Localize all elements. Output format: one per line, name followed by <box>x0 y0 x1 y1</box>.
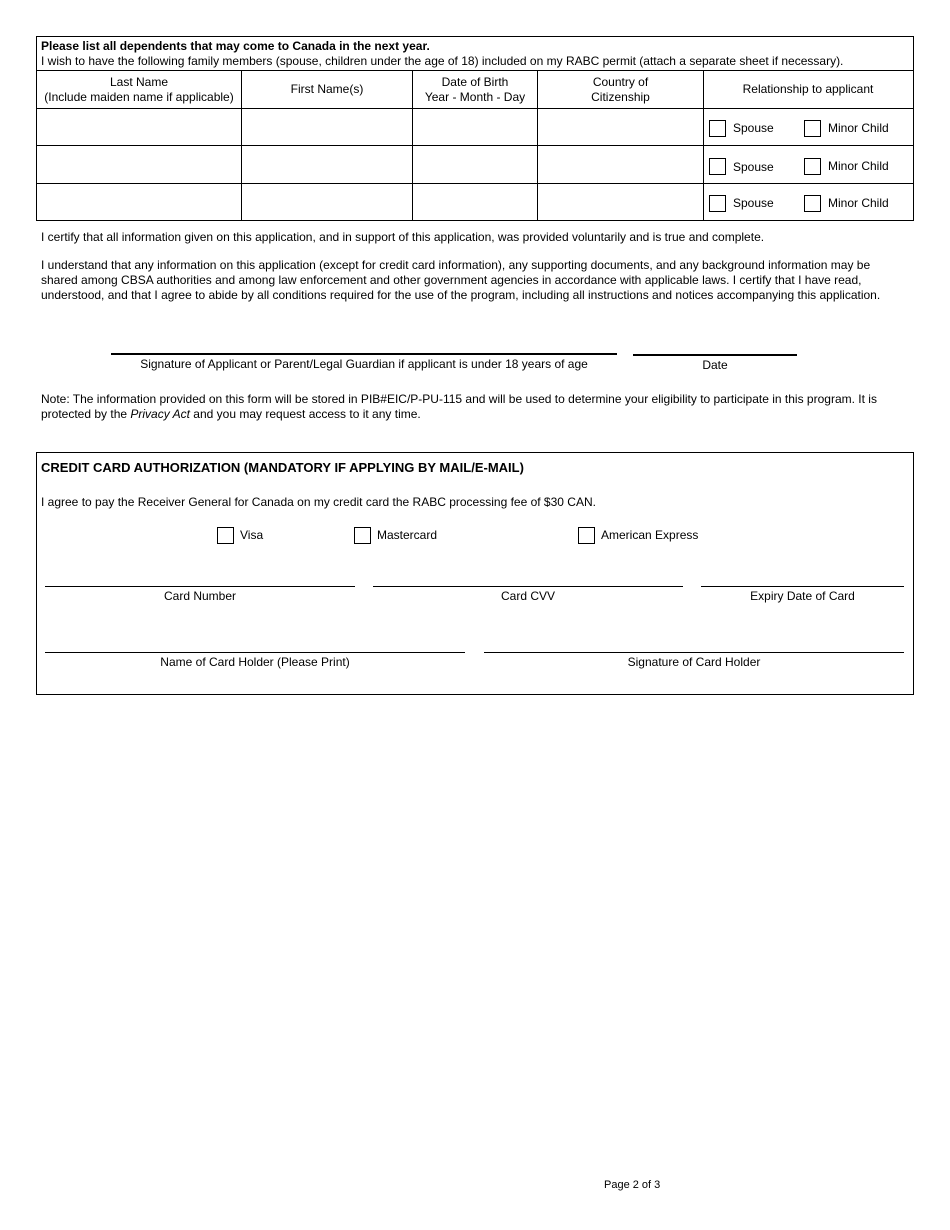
holder-signature-label: Signature of Card Holder <box>627 655 761 669</box>
spouse-label: Spouse <box>733 160 774 174</box>
dob-format: Year - Month - Day <box>424 89 526 104</box>
spouse-checkbox[interactable] <box>709 195 726 212</box>
applicant-signature-label: Signature of Applicant or Parent/Legal Guardian if applicant is under 18 years of age <box>140 357 588 371</box>
certify-text: I certify that all information given on this application, and in support of this application, was provided voluntarily and is true and complete. <box>41 230 765 244</box>
dependents-heading: Please list all dependents that may come to Canada in the next year. <box>41 39 430 53</box>
spouse-label: Spouse <box>733 196 774 210</box>
credit-card-title: CREDIT CARD AUTHORIZATION (MANDATORY IF APPLYING BY MAIL/E-MAIL) <box>41 460 524 475</box>
amex-checkbox[interactable] <box>578 527 595 544</box>
card-cvv-label: Card CVV <box>500 589 556 603</box>
first-name-field[interactable] <box>243 146 411 182</box>
note-text-before: Note: The information provided on this form will be stored in PIB#EIC/P-PU-115 and will be used to determine your eligibility to participate in this program. It is protected by the <box>41 392 877 421</box>
note-text-after: and you may request access to it any time. <box>189 407 421 421</box>
dob-field[interactable] <box>414 146 536 182</box>
minor-child-label: Minor Child <box>828 121 889 135</box>
country-field[interactable] <box>539 109 702 144</box>
mastercard-checkbox[interactable] <box>354 527 371 544</box>
spouse-checkbox[interactable] <box>709 158 726 175</box>
spouse-label: Spouse <box>733 121 774 135</box>
country-field[interactable] <box>539 146 702 182</box>
column-header-relationship <box>704 71 912 108</box>
last-name-label: Last Name <box>109 74 169 89</box>
card-cvv-line[interactable] <box>373 586 683 587</box>
visa-checkbox[interactable] <box>217 527 234 544</box>
last-name-field[interactable] <box>38 184 240 219</box>
holder-name-line[interactable] <box>45 652 465 653</box>
mastercard-label: Mastercard <box>377 528 438 542</box>
column-header-country <box>538 71 703 108</box>
last-name-field[interactable] <box>38 146 240 182</box>
privacy-act-text: Privacy Act <box>130 407 190 421</box>
date-line[interactable] <box>633 354 797 356</box>
column-header-dob <box>413 71 537 108</box>
card-number-label: Card Number <box>163 589 237 603</box>
expiry-line[interactable] <box>701 586 904 587</box>
dependents-header <box>41 39 911 69</box>
privacy-note <box>41 392 909 422</box>
last-name-note: (Include maiden name if applicable) <box>44 89 234 104</box>
country-label-2: Citizenship <box>591 89 650 104</box>
minor-child-checkbox[interactable] <box>804 120 821 137</box>
column-header-last-name <box>37 71 241 108</box>
minor-child-label: Minor Child <box>828 196 889 210</box>
visa-label: Visa <box>240 528 264 542</box>
date-label: Date <box>702 358 728 372</box>
dob-label: Date of Birth <box>441 74 509 89</box>
minor-child-checkbox[interactable] <box>804 195 821 212</box>
credit-card-agree-text: I agree to pay the Receiver General for Canada on my credit card the RABC processing fee of $30 CAN. <box>41 495 596 509</box>
dependents-subheading: I wish to have the following family members (spouse, children under the age of 18) included on my RABC permit (attach a separate sheet if necessary). <box>41 54 844 68</box>
minor-child-label: Minor Child <box>828 159 889 173</box>
country-label-1: Country of <box>592 74 649 89</box>
expiry-label: Expiry Date of Card <box>750 589 855 603</box>
card-number-line[interactable] <box>45 586 355 587</box>
first-name-field[interactable] <box>243 184 411 219</box>
holder-signature-line[interactable] <box>484 652 904 653</box>
column-header-first-name <box>242 71 412 108</box>
first-name-label: First Name(s) <box>290 82 364 96</box>
amex-label: American Express <box>601 528 699 542</box>
relationship-label: Relationship to applicant <box>742 82 874 96</box>
first-name-field[interactable] <box>243 109 411 144</box>
spouse-checkbox[interactable] <box>709 120 726 137</box>
last-name-field[interactable] <box>38 109 240 144</box>
dob-field[interactable] <box>414 184 536 219</box>
understand-text: I understand that any information on this application (except for credit card information), any supporting documents, and any background information may be shared among CBSA authorities and among law enforcement and other government agencies in accordance with applicable laws. I certify that I have read, understood, and that I agree to abide by all conditions required for the use of the program, including all instructions and notices accompanying this application. <box>41 258 881 302</box>
country-field[interactable] <box>539 184 702 219</box>
dob-field[interactable] <box>414 109 536 144</box>
page-number: Page 2 of 3 <box>604 1179 661 1191</box>
applicant-signature-line[interactable] <box>111 353 617 355</box>
holder-name-label: Name of Card Holder (Please Print) <box>160 655 350 669</box>
minor-child-checkbox[interactable] <box>804 158 821 175</box>
